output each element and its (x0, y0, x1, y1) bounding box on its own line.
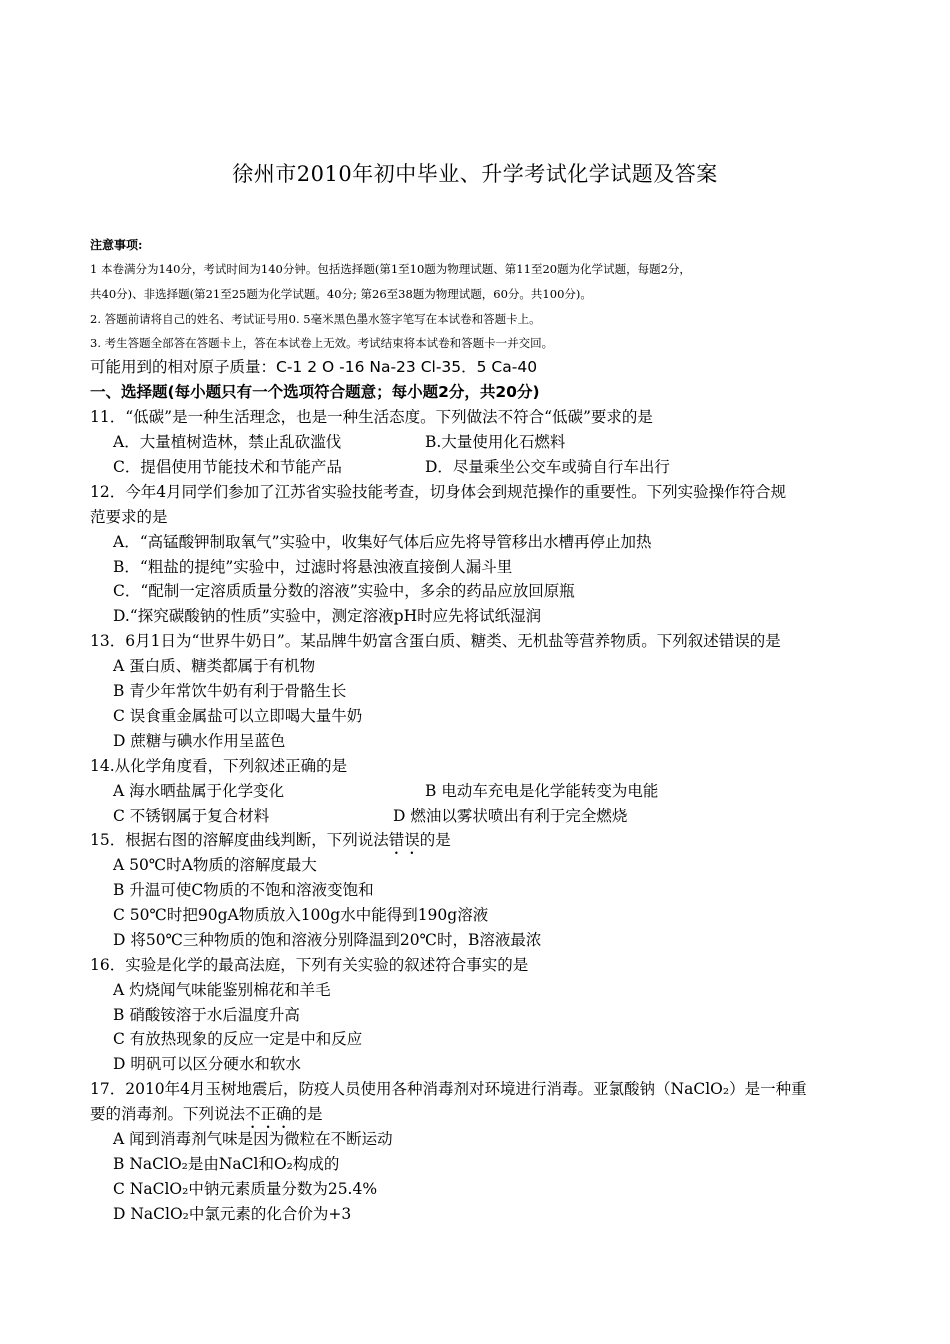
q17-stem-pre: 要的消毒剂。下列说法 (90, 1105, 246, 1123)
q14-option-a: A 海水晒盐属于化学变化 (113, 782, 285, 800)
q16-stem: 16．实验是化学的最高法庭，下列有关实验的叙述符合事实的是 (90, 956, 529, 974)
q15-option-d: D 将50℃三种物质的饱和溶液分别降温到20℃时，B溶液最浓 (113, 931, 542, 949)
q15-stem-pre: 15．根据右图的溶解度曲线判断，下列说法 (90, 831, 389, 849)
q12-option-a: A．“高锰酸钾制取氧气”实验中，收集好气体后应先将导管移出水槽再停止加热 (113, 533, 652, 551)
q13-option-c: C 误食重金属盐可以立即喝大量牛奶 (113, 707, 363, 725)
q12-stem-line1: 12．今年4月同学们参加了江苏省实验技能考查，切身体会到规范操作的重要性。下列实验操作符合规 (90, 483, 787, 501)
q11-stem: 11．“低碳”是一种生活理念，也是一种生活态度。下列做法不符合“低碳”要求的是 (90, 408, 653, 426)
q17-stem-line1: 17．2010年4月玉树地震后，防疫人员使用各种消毒剂对环境进行消毒。亚氯酸钠（NaClO₂）是一种重 (90, 1080, 807, 1098)
q12-stem-line2: 范要求的是 (90, 508, 168, 526)
notes-heading: 注意事项: (90, 238, 143, 252)
page-title: 徐州市2010年初中毕业、升学考试化学试题及答案 (232, 162, 718, 186)
q13-option-a: A 蛋白质、糖类都属于有机物 (113, 657, 316, 675)
q11-option-c: C．提倡使用节能技术和节能产品 (113, 458, 342, 476)
q15-stem-emphasis: 错误 (388, 831, 420, 849)
section-heading: 一、选择题(每小题只有一个选项符合题意；每小题2分，共20分) (90, 383, 540, 401)
q17-option-b: B NaClO₂是由NaCl和O₂构成的 (113, 1155, 340, 1173)
q15-stem-post: 的是 (419, 831, 451, 849)
q11-option-d: D．尽量乘坐公交车或骑自行车出行 (425, 458, 670, 476)
q17-stem-post: 的是 (291, 1105, 323, 1123)
q14-option-b: B 电动车充电是化学能转变为电能 (425, 782, 659, 800)
q16-option-b: B 硝酸铵溶于水后温度升高 (113, 1006, 300, 1024)
q14-stem: 14.从化学角度看，下列叙述正确的是 (90, 757, 348, 775)
q16-option-a: A 灼烧闻气味能鉴别棉花和羊毛 (113, 981, 331, 999)
q15-option-a: A 50℃时A物质的溶解度最大 (113, 856, 317, 874)
note-1a: 1 本卷满分为140分，考试时间为140分钟。包括选择题(第1至10题为物理试题、第11至20题为化学试题，每题2分， (90, 262, 691, 276)
q16-option-c: C 有放热现象的反应一定是中和反应 (113, 1030, 363, 1048)
q14-option-d: D 燃油以雾状喷出有利于完全燃烧 (393, 807, 628, 825)
note-3: 3. 考生答题全部答在答题卡上，答在本试卷上无效。考试结束将本试卷和答题卡一并交回。 (90, 336, 554, 350)
q17-option-a: A 闻到消毒剂气味是因为微粒在不断运动 (113, 1130, 393, 1148)
q15-option-c: C 50℃时把90gA物质放入100g水中能得到190g溶液 (113, 906, 489, 924)
q12-option-b: B．“粗盐的提纯”实验中，过滤时将悬浊液直接倒人漏斗里 (113, 558, 513, 576)
q13-option-b: B 青少年常饮牛奶有利于骨骼生长 (113, 682, 347, 700)
q16-option-d: D 明矾可以区分硬水和软水 (113, 1055, 301, 1073)
q15-stem (90, 830, 451, 858)
q17-option-d: D NaClO₂中氯元素的化合价为+3 (113, 1205, 352, 1223)
atomic-masses: 可能用到的相对原子质量：C-1 2 O -16 Na-23 Cl-35．5 Ca-40 (90, 358, 538, 376)
note-2: 2. 答题前请将自己的姓名、考试证号用0. 5毫米黑色墨水签字笔写在本试卷和答题卡上。 (90, 312, 541, 326)
q11-option-b: B.大量使用化石燃料 (425, 433, 566, 451)
q17-option-c: C NaClO₂中钠元素质量分数为25.4% (113, 1180, 378, 1198)
q14-option-c: C 不锈钢属于复合材料 (113, 807, 270, 825)
q12-option-c: C．“配制一定溶质质量分数的溶液”实验中，多余的药品应放回原瓶 (113, 582, 575, 600)
q17-stem-emphasis: 不正确 (245, 1105, 292, 1123)
q17-stem-line2 (90, 1104, 323, 1132)
q13-stem: 13．6月1日为“世界牛奶日”。某品牌牛奶富含蛋白质、糖类、无机盐等营养物质。下列叙述错误的是 (90, 632, 781, 650)
note-1b: 共40分)、非选择题(第21至25题为化学试题。40分; 第26至38题为物理试题，60分。共100分)。 (90, 287, 592, 301)
q13-option-d: D 蔗糖与碘水作用呈蓝色 (113, 732, 286, 750)
q12-option-d: D.“探究碳酸钠的性质”实验中，测定溶液pH时应先将试纸湿润 (113, 607, 542, 625)
q15-option-b: B 升温可使C物质的不饱和溶液变饱和 (113, 881, 374, 899)
q11-option-a: A．大量植树造林，禁止乱砍滥伐 (113, 433, 342, 451)
